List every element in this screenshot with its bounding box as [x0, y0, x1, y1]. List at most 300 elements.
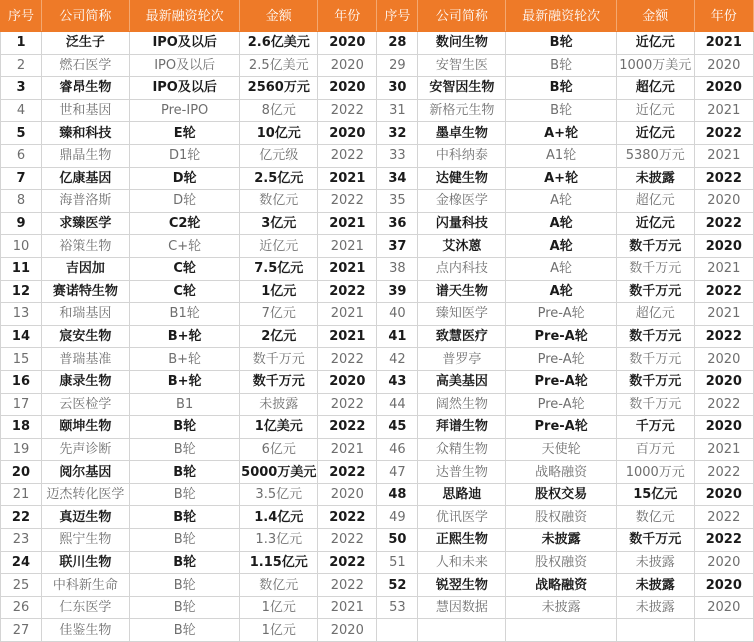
cell-left-no: 16 — [1, 370, 42, 393]
cell-right-round: B轮 — [506, 99, 616, 122]
cell-left-company: 燃石医学 — [41, 54, 129, 77]
cell-left-company: 臻和科技 — [41, 122, 129, 145]
cell-left-no: 23 — [1, 529, 42, 552]
table-row — [1, 32, 754, 55]
cell-right-no: 36 — [377, 212, 418, 235]
cell-left-round: B轮 — [129, 416, 239, 439]
cell-left-year: 2022 — [318, 348, 377, 371]
cell-right-no: 51 — [377, 551, 418, 574]
cell-right-round: A轮 — [506, 190, 616, 213]
cell-right-amount: 数千万元 — [616, 280, 694, 303]
cell-right-round: 股权融资 — [506, 551, 616, 574]
cell-left-year: 2020 — [318, 122, 377, 145]
cell-right-amount: 数千万元 — [616, 257, 694, 280]
cell-left-year: 2022 — [318, 551, 377, 574]
cell-left-year: 2022 — [318, 99, 377, 122]
cell-left-round: B轮 — [129, 506, 239, 529]
cell-right-amount: 近亿元 — [616, 212, 694, 235]
cell-right-year: 2020 — [694, 551, 753, 574]
cell-right-no: 37 — [377, 235, 418, 258]
cell-right-year: 2022 — [694, 325, 753, 348]
cell-left-year: 2022 — [318, 190, 377, 213]
cell-left-amount: 10亿元 — [240, 122, 318, 145]
cell-left-no: 12 — [1, 280, 42, 303]
table-row — [1, 167, 754, 190]
cell-left-amount: 3亿元 — [240, 212, 318, 235]
cell-right-no: 40 — [377, 303, 418, 326]
cell-left-round: E轮 — [129, 122, 239, 145]
table-row — [1, 144, 754, 167]
table-row — [1, 574, 754, 597]
cell-right-amount: 近亿元 — [616, 122, 694, 145]
cell-left-year: 2021 — [318, 596, 377, 619]
cell-left-year: 2020 — [318, 32, 377, 55]
cell-right-company: 中科纳泰 — [418, 144, 506, 167]
cell-left-amount: 2.5亿元 — [240, 167, 318, 190]
cell-left-round: B+轮 — [129, 325, 239, 348]
cell-left-round: B轮 — [129, 461, 239, 484]
cell-left-no: 19 — [1, 438, 42, 461]
cell-left-year: 2021 — [318, 438, 377, 461]
cell-right-amount: 数千万元 — [616, 235, 694, 258]
cell-right-no — [377, 619, 418, 642]
cell-left-round: B轮 — [129, 483, 239, 506]
cell-left-amount: 1.15亿元 — [240, 551, 318, 574]
cell-right-company: 正熙生物 — [418, 529, 506, 552]
cell-left-amount: 2.5亿美元 — [240, 54, 318, 77]
cell-right-no: 53 — [377, 596, 418, 619]
cell-left-year: 2022 — [318, 144, 377, 167]
cell-right-amount: 数千万元 — [616, 348, 694, 371]
table-row — [1, 190, 754, 213]
cell-left-amount: 1亿元 — [240, 596, 318, 619]
cell-right-round: A+轮 — [506, 167, 616, 190]
cell-right-no: 52 — [377, 574, 418, 597]
cell-right-round: Pre-A轮 — [506, 393, 616, 416]
cell-left-company: 联川生物 — [41, 551, 129, 574]
cell-right-company: 金橡医学 — [418, 190, 506, 213]
table-row — [1, 257, 754, 280]
cell-left-company: 仁东医学 — [41, 596, 129, 619]
cell-left-amount: 未披露 — [240, 393, 318, 416]
cell-right-round: 股权交易 — [506, 483, 616, 506]
header-company-right: 公司简称 — [418, 1, 506, 32]
cell-right-amount: 未披露 — [616, 551, 694, 574]
cell-left-no: 18 — [1, 416, 42, 439]
cell-right-year: 2022 — [694, 212, 753, 235]
cell-left-no: 25 — [1, 574, 42, 597]
table-row — [1, 77, 754, 100]
cell-right-year: 2021 — [694, 303, 753, 326]
cell-left-amount: 数千万元 — [240, 348, 318, 371]
cell-left-no: 3 — [1, 77, 42, 100]
cell-right-amount: 数千万元 — [616, 393, 694, 416]
cell-left-no: 13 — [1, 303, 42, 326]
table-row — [1, 551, 754, 574]
table-row — [1, 438, 754, 461]
cell-left-year: 2022 — [318, 416, 377, 439]
header-round-left: 最新融资轮次 — [129, 1, 239, 32]
cell-right-amount: 15亿元 — [616, 483, 694, 506]
cell-left-amount: 7.5亿元 — [240, 257, 318, 280]
header-amount-right: 金额 — [616, 1, 694, 32]
cell-right-year: 2022 — [694, 506, 753, 529]
cell-left-company: 先声诊断 — [41, 438, 129, 461]
cell-left-round: B+轮 — [129, 370, 239, 393]
cell-right-year: 2022 — [694, 167, 753, 190]
cell-right-round: Pre-A轮 — [506, 325, 616, 348]
table-row — [1, 235, 754, 258]
cell-left-amount: 1亿元 — [240, 619, 318, 642]
cell-left-round: D轮 — [129, 167, 239, 190]
cell-right-no: 47 — [377, 461, 418, 484]
cell-right-year: 2020 — [694, 235, 753, 258]
cell-left-company: 云医检学 — [41, 393, 129, 416]
cell-right-year: 2021 — [694, 32, 753, 55]
cell-right-year: 2022 — [694, 393, 753, 416]
cell-right-company: 新格元生物 — [418, 99, 506, 122]
cell-right-round: 未披露 — [506, 596, 616, 619]
cell-left-company: 裕策生物 — [41, 235, 129, 258]
cell-right-round: B轮 — [506, 54, 616, 77]
cell-right-year: 2021 — [694, 99, 753, 122]
cell-right-company: 众精生物 — [418, 438, 506, 461]
cell-right-round: Pre-A轮 — [506, 348, 616, 371]
cell-right-no: 41 — [377, 325, 418, 348]
cell-right-round: A1轮 — [506, 144, 616, 167]
cell-left-no: 10 — [1, 235, 42, 258]
cell-left-year: 2020 — [318, 370, 377, 393]
table-row — [1, 393, 754, 416]
cell-left-company: 和瑞基因 — [41, 303, 129, 326]
cell-right-company: 谱天生物 — [418, 280, 506, 303]
cell-right-year: 2022 — [694, 461, 753, 484]
cell-right-amount: 超亿元 — [616, 303, 694, 326]
cell-right-amount: 1000万元 — [616, 461, 694, 484]
header-amount-left: 金额 — [240, 1, 318, 32]
cell-left-year: 2020 — [318, 77, 377, 100]
cell-left-year: 2021 — [318, 212, 377, 235]
cell-left-company: 求臻医学 — [41, 212, 129, 235]
cell-right-no: 31 — [377, 99, 418, 122]
cell-left-amount: 7亿元 — [240, 303, 318, 326]
cell-left-round: B+轮 — [129, 348, 239, 371]
cell-right-round: A轮 — [506, 257, 616, 280]
cell-right-round: B轮 — [506, 77, 616, 100]
cell-left-year: 2021 — [318, 325, 377, 348]
cell-left-year: 2020 — [318, 619, 377, 642]
cell-right-no: 29 — [377, 54, 418, 77]
cell-left-round: IPO及以后 — [129, 77, 239, 100]
cell-left-company: 海普洛斯 — [41, 190, 129, 213]
cell-right-round — [506, 619, 616, 642]
cell-right-no: 32 — [377, 122, 418, 145]
cell-right-company: 点内科技 — [418, 257, 506, 280]
cell-right-no: 30 — [377, 77, 418, 100]
header-year-right: 年份 — [694, 1, 753, 32]
cell-left-round: D1轮 — [129, 144, 239, 167]
cell-left-amount: 2.6亿美元 — [240, 32, 318, 55]
cell-left-round: C2轮 — [129, 212, 239, 235]
cell-right-round: 战略融资 — [506, 574, 616, 597]
cell-left-company: 真迈生物 — [41, 506, 129, 529]
cell-left-year: 2021 — [318, 235, 377, 258]
cell-right-round: 未披露 — [506, 529, 616, 552]
cell-left-year: 2022 — [318, 393, 377, 416]
cell-left-amount: 亿元级 — [240, 144, 318, 167]
cell-left-no: 9 — [1, 212, 42, 235]
cell-right-amount: 千万元 — [616, 416, 694, 439]
cell-left-round: B轮 — [129, 438, 239, 461]
cell-left-company: 吉因加 — [41, 257, 129, 280]
table-row — [1, 303, 754, 326]
cell-right-year: 2021 — [694, 257, 753, 280]
cell-right-year: 2022 — [694, 280, 753, 303]
table-row — [1, 99, 754, 122]
cell-left-no: 5 — [1, 122, 42, 145]
cell-right-year: 2020 — [694, 348, 753, 371]
cell-left-no: 7 — [1, 167, 42, 190]
table-row — [1, 54, 754, 77]
cell-left-amount: 数千万元 — [240, 370, 318, 393]
table-header-row — [1, 1, 754, 32]
cell-left-amount: 2亿元 — [240, 325, 318, 348]
cell-right-amount: 超亿元 — [616, 190, 694, 213]
cell-right-round: 战略融资 — [506, 461, 616, 484]
cell-left-company: 宸安生物 — [41, 325, 129, 348]
cell-left-company: 佳鉴生物 — [41, 619, 129, 642]
cell-left-no: 15 — [1, 348, 42, 371]
cell-left-no: 2 — [1, 54, 42, 77]
cell-right-company: 致慧医疗 — [418, 325, 506, 348]
cell-right-amount: 数千万元 — [616, 529, 694, 552]
cell-right-round: A轮 — [506, 212, 616, 235]
table-row — [1, 506, 754, 529]
cell-right-amount: 数亿元 — [616, 506, 694, 529]
cell-right-amount: 5380万元 — [616, 144, 694, 167]
cell-left-no: 14 — [1, 325, 42, 348]
cell-right-company: 艾沐蒽 — [418, 235, 506, 258]
cell-right-no: 34 — [377, 167, 418, 190]
cell-right-round: B轮 — [506, 32, 616, 55]
cell-right-year — [694, 619, 753, 642]
cell-right-no: 45 — [377, 416, 418, 439]
cell-left-round: IPO及以后 — [129, 32, 239, 55]
cell-left-round: B1轮 — [129, 303, 239, 326]
cell-right-amount: 未披露 — [616, 596, 694, 619]
cell-right-round: Pre-A轮 — [506, 370, 616, 393]
cell-left-round: B轮 — [129, 529, 239, 552]
cell-left-company: 中科新生命 — [41, 574, 129, 597]
cell-left-year: 2022 — [318, 506, 377, 529]
cell-left-no: 24 — [1, 551, 42, 574]
cell-right-amount: 未披露 — [616, 167, 694, 190]
cell-left-round: C轮 — [129, 280, 239, 303]
cell-right-round: A轮 — [506, 280, 616, 303]
cell-right-no: 28 — [377, 32, 418, 55]
cell-left-year: 2020 — [318, 54, 377, 77]
cell-left-year: 2022 — [318, 280, 377, 303]
cell-right-year: 2022 — [694, 122, 753, 145]
cell-left-amount: 6亿元 — [240, 438, 318, 461]
cell-right-no: 48 — [377, 483, 418, 506]
cell-right-round: A轮 — [506, 235, 616, 258]
cell-right-round: 股权融资 — [506, 506, 616, 529]
cell-left-amount: 1.4亿元 — [240, 506, 318, 529]
cell-left-round: B轮 — [129, 574, 239, 597]
cell-left-year: 2021 — [318, 167, 377, 190]
cell-left-company: 康录生物 — [41, 370, 129, 393]
table-row — [1, 348, 754, 371]
cell-left-year: 2020 — [318, 483, 377, 506]
cell-right-no: 49 — [377, 506, 418, 529]
header-year-left: 年份 — [318, 1, 377, 32]
header-round-right: 最新融资轮次 — [506, 1, 616, 32]
cell-right-year: 2021 — [694, 144, 753, 167]
cell-left-round: B轮 — [129, 619, 239, 642]
cell-left-amount: 5000万美元 — [240, 461, 318, 484]
cell-left-round: Pre-IPO — [129, 99, 239, 122]
cell-right-round: Pre-A轮 — [506, 303, 616, 326]
cell-left-no: 1 — [1, 32, 42, 55]
table-row — [1, 483, 754, 506]
cell-left-round: IPO及以后 — [129, 54, 239, 77]
cell-right-company: 达健生物 — [418, 167, 506, 190]
cell-left-company: 熙宁生物 — [41, 529, 129, 552]
cell-right-no: 44 — [377, 393, 418, 416]
cell-left-amount: 3.5亿元 — [240, 483, 318, 506]
cell-right-company: 数问生物 — [418, 32, 506, 55]
cell-left-round: B轮 — [129, 551, 239, 574]
cell-left-company: 睿昂生物 — [41, 77, 129, 100]
table-row — [1, 596, 754, 619]
cell-right-company: 闪量科技 — [418, 212, 506, 235]
cell-left-amount: 数亿元 — [240, 190, 318, 213]
cell-right-no: 50 — [377, 529, 418, 552]
cell-right-company: 思路迪 — [418, 483, 506, 506]
cell-right-amount: 超亿元 — [616, 77, 694, 100]
cell-right-year: 2020 — [694, 574, 753, 597]
table-row — [1, 212, 754, 235]
cell-right-no: 42 — [377, 348, 418, 371]
cell-left-company: 迈杰转化医学 — [41, 483, 129, 506]
cell-left-year: 2021 — [318, 257, 377, 280]
cell-right-company: 普罗亭 — [418, 348, 506, 371]
cell-left-amount: 数亿元 — [240, 574, 318, 597]
cell-left-amount: 2560万元 — [240, 77, 318, 100]
cell-right-year: 2020 — [694, 416, 753, 439]
cell-right-company: 高美基因 — [418, 370, 506, 393]
cell-right-year: 2020 — [694, 596, 753, 619]
cell-right-company: 拜谱生物 — [418, 416, 506, 439]
cell-left-year: 2021 — [318, 303, 377, 326]
cell-right-amount: 未披露 — [616, 574, 694, 597]
cell-left-round: B轮 — [129, 596, 239, 619]
cell-right-amount — [616, 619, 694, 642]
cell-left-no: 27 — [1, 619, 42, 642]
table-row — [1, 416, 754, 439]
cell-right-company: 达普生物 — [418, 461, 506, 484]
cell-left-company: 世和基因 — [41, 99, 129, 122]
cell-right-year: 2021 — [694, 438, 753, 461]
cell-left-amount: 近亿元 — [240, 235, 318, 258]
cell-left-amount: 1亿元 — [240, 280, 318, 303]
cell-left-company: 赛诺特生物 — [41, 280, 129, 303]
cell-left-company: 亿康基因 — [41, 167, 129, 190]
cell-right-no: 46 — [377, 438, 418, 461]
cell-left-company: 阅尔基因 — [41, 461, 129, 484]
cell-right-company: 慧因数据 — [418, 596, 506, 619]
cell-right-round: Pre-A轮 — [506, 416, 616, 439]
cell-left-round: C+轮 — [129, 235, 239, 258]
cell-right-year: 2020 — [694, 483, 753, 506]
cell-left-amount: 1.3亿元 — [240, 529, 318, 552]
cell-right-year: 2020 — [694, 54, 753, 77]
cell-left-no: 21 — [1, 483, 42, 506]
cell-right-company: 阔然生物 — [418, 393, 506, 416]
cell-right-amount: 近亿元 — [616, 32, 694, 55]
cell-right-company — [418, 619, 506, 642]
cell-right-no: 39 — [377, 280, 418, 303]
cell-right-no: 43 — [377, 370, 418, 393]
table-body — [1, 32, 754, 642]
cell-right-amount: 1000万美元 — [616, 54, 694, 77]
cell-left-company: 泛生子 — [41, 32, 129, 55]
cell-left-no: 26 — [1, 596, 42, 619]
table-row — [1, 461, 754, 484]
cell-left-year: 2022 — [318, 529, 377, 552]
cell-right-amount: 数千万元 — [616, 325, 694, 348]
cell-right-year: 2022 — [694, 529, 753, 552]
cell-left-year: 2022 — [318, 461, 377, 484]
cell-right-amount: 近亿元 — [616, 99, 694, 122]
cell-right-no: 33 — [377, 144, 418, 167]
cell-right-round: 天使轮 — [506, 438, 616, 461]
cell-left-company: 颐坤生物 — [41, 416, 129, 439]
cell-left-company: 普瑞基准 — [41, 348, 129, 371]
cell-left-company: 鼎晶生物 — [41, 144, 129, 167]
cell-right-company: 优讯医学 — [418, 506, 506, 529]
cell-right-year: 2020 — [694, 370, 753, 393]
header-no-right: 序号 — [377, 1, 418, 32]
cell-left-no: 6 — [1, 144, 42, 167]
cell-left-amount: 8亿元 — [240, 99, 318, 122]
cell-left-no: 20 — [1, 461, 42, 484]
cell-right-year: 2020 — [694, 77, 753, 100]
cell-right-no: 38 — [377, 257, 418, 280]
cell-left-no: 17 — [1, 393, 42, 416]
cell-right-round: A+轮 — [506, 122, 616, 145]
cell-left-round: D轮 — [129, 190, 239, 213]
cell-left-round: B1 — [129, 393, 239, 416]
table-row — [1, 122, 754, 145]
cell-left-no: 22 — [1, 506, 42, 529]
table-row — [1, 619, 754, 642]
cell-left-no: 4 — [1, 99, 42, 122]
cell-left-amount: 1亿美元 — [240, 416, 318, 439]
table-row — [1, 325, 754, 348]
cell-right-no: 35 — [377, 190, 418, 213]
table-row — [1, 529, 754, 552]
cell-right-company: 锐翌生物 — [418, 574, 506, 597]
header-no-left: 序号 — [1, 1, 42, 32]
cell-left-round: C轮 — [129, 257, 239, 280]
cell-right-company: 墨卓生物 — [418, 122, 506, 145]
table-row — [1, 280, 754, 303]
cell-right-company: 臻知医学 — [418, 303, 506, 326]
cell-right-year: 2020 — [694, 190, 753, 213]
cell-left-year: 2022 — [318, 574, 377, 597]
